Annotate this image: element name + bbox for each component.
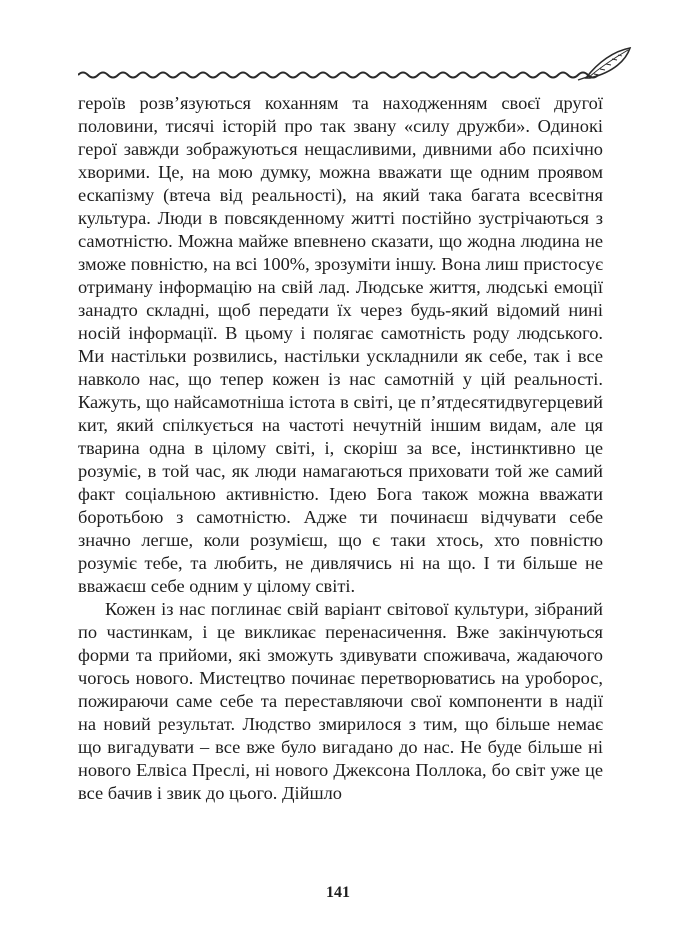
page-number: 141: [326, 884, 350, 901]
paragraph-continued: героїв розв’язуються коханням та находженням своєї другої половини, тисячі історій про так звану «силу дружби». Одинокі герої завжди зображуються нещасливими, дивними або психічно хворими. Це, на мою думку, можна вважати ще одним проявом ескапізму (втеча від реальності), на який така багата всесвітня культура. Люди в повсякденному житті постійно зустрічаються з самотністю. Можна майже впевнено сказати, що жодна людина не зможе повністю, на всі 100%, зрозуміти іншу. Вона лиш пристосує отриману інформацію на свій лад. Людське життя, людські емоції занадто складні, щоб передати їх через будь-який відомий нині носій інформації. В цьому і полягає самотність роду людського. Ми настільки розвились, настільки ускладнили як себе, так і все навколо нас, що тепер кожен із нас самотній у цій реальності. Кажуть, що найсамотніша істота в світі, це п’ятдесятидвугерцевий кит, який спілкується на частоті нечутній іншим видам, але ця тварина одна в цілому світі, і, скоріш за все, інстинктивно це розуміє, в той час, як люди намагаються приховати той же самий факт соціальною активністю. Ідею Бога також можна вважати боротьбою з самотністю. Адже ти починаєш відчувати себе значно легше, коли розумієш, що є таки хтось, хто повністю розуміє тебе, та любить, не дивлячись ні на що. І ти більше не вважаєш себе одним у цілому світі.: [78, 93, 603, 596]
feather-quill-icon: [578, 48, 630, 80]
wavy-line-decoration: [78, 73, 598, 78]
paragraph: Кожен із нас поглинає свій варіант світової культури, зібраний по частинкам, і це викликає перенасичення. Вже закінчуються форми та прийоми, які зможуть здивувати споживача, жадаючого чогось нового. Мистецтво починає перетворюватись на уроборос, пожираючи саме себе та переставляючи свої компоненти в надії на новий результат. Людство змирилося з тим, що більше немає що вигадувати – все вже було вигадано до нас. Не буде більше ні нового Елвіса Преслі, ні нового Джексона Поллока, бо світ уже це все бачив і звик до цього. Дійшло: [78, 599, 603, 803]
body-text: [78, 92, 603, 805]
header-ornament: [78, 44, 638, 84]
